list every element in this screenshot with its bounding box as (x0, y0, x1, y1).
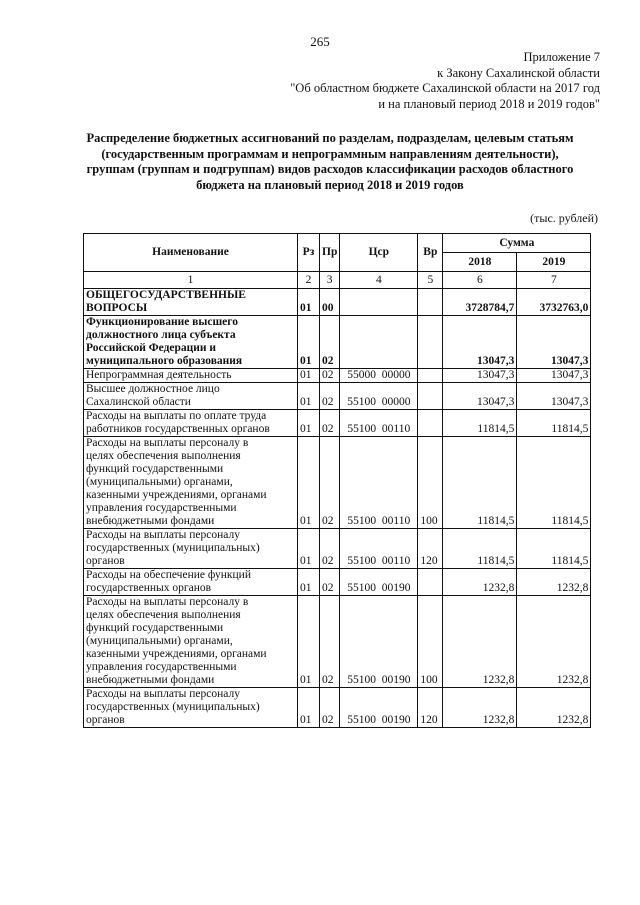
cell-name-line: Расходы на обеспечение функций (86, 569, 251, 581)
cell-name (84, 316, 298, 369)
cell-y2019: 1232,8 (517, 569, 591, 596)
cell-y2019: 3732763,0 (517, 289, 591, 316)
cell-rz: 01 (298, 289, 320, 316)
cell-pr: 02 (320, 410, 340, 437)
table-row (84, 316, 591, 369)
title-line: Распределение бюджетных ассигнований по разделам, подразделам, целевым статьям (86, 131, 574, 145)
cell-name-line: внебюджетными фондами (86, 674, 215, 686)
cell-y2018: 1232,8 (443, 569, 517, 596)
cell-name-line: государственных органов (86, 582, 212, 594)
table-row (84, 688, 591, 728)
appendix-line: "Об областном бюджете Сахалинской области на 2017 год (290, 81, 600, 95)
cell-csr: 55100 00110 (340, 437, 418, 529)
cell-y2019: 11814,5 (517, 529, 591, 569)
cell-vr: 100 (418, 437, 443, 529)
column-index: 4 (340, 272, 418, 289)
header-rz: Рз (298, 234, 320, 272)
cell-name (84, 369, 298, 383)
cell-csr: 55100 00190 (340, 569, 418, 596)
cell-y2018: 11814,5 (443, 410, 517, 437)
cell-vr (418, 410, 443, 437)
cell-y2019: 13047,3 (517, 383, 591, 410)
cell-pr: 02 (320, 688, 340, 728)
cell-name-line: Расходы на выплаты персоналу в (86, 596, 249, 608)
cell-rz: 01 (298, 437, 320, 529)
cell-name-line: работников государственных органов (86, 423, 270, 435)
cell-rz: 01 (298, 369, 320, 383)
budget-table (83, 233, 591, 728)
column-index: 5 (418, 272, 443, 289)
cell-name-line: Сахалинской области (86, 396, 191, 408)
units-note: (тыс. рублей) (530, 211, 598, 225)
cell-y2018: 1232,8 (443, 688, 517, 728)
appendix-line: и на плановый период 2018 и 2019 годов" (378, 96, 600, 111)
document-title (70, 131, 590, 193)
cell-csr: 55100 00110 (340, 410, 418, 437)
cell-name (84, 289, 298, 316)
table-row (84, 569, 591, 596)
cell-csr: 55100 00000 (340, 383, 418, 410)
cell-vr (418, 289, 443, 316)
column-index-row (84, 272, 591, 289)
cell-csr: 55100 00110 (340, 529, 418, 569)
header-year-2019: 2019 (517, 253, 591, 272)
table-row (84, 383, 591, 410)
header-sum: Сумма (443, 234, 591, 253)
cell-vr: 120 (418, 529, 443, 569)
cell-csr: 55000 00000 (340, 369, 418, 383)
cell-rz: 01 (298, 316, 320, 369)
cell-name-line: Расходы на выплаты по оплате труда (86, 410, 267, 422)
cell-name-line: (муниципальными) органами, (86, 635, 233, 647)
appendix-line: Приложение 7 (523, 50, 600, 64)
cell-name-line: муниципального образования (86, 355, 243, 367)
cell-y2018: 13047,3 (443, 369, 517, 383)
cell-name-line: (муниципальными) органами, (86, 476, 233, 488)
cell-y2018: 11814,5 (443, 529, 517, 569)
cell-y2018: 13047,3 (443, 316, 517, 369)
cell-name-line: управления государственными (86, 661, 237, 673)
cell-name-line: целях обеспечения выполнения (86, 450, 241, 462)
column-index: 7 (517, 272, 591, 289)
table-row (84, 289, 591, 316)
table-row (84, 437, 591, 529)
column-index: 2 (298, 272, 320, 289)
cell-pr: 02 (320, 316, 340, 369)
cell-name-line: казенными учреждениями, органами (86, 648, 267, 660)
cell-y2019: 11814,5 (517, 437, 591, 529)
title-line: (государственным программам и непрограммным направлениям деятельности), (101, 146, 559, 161)
cell-name (84, 569, 298, 596)
cell-y2019: 13047,3 (517, 316, 591, 369)
cell-rz: 01 (298, 529, 320, 569)
cell-vr: 120 (418, 688, 443, 728)
cell-vr (418, 316, 443, 369)
title-line: бюджета на плановый период 2018 и 2019 годов (196, 177, 464, 192)
cell-name-line: Непрограммная деятельность (86, 369, 232, 381)
header-csr: Цср (340, 234, 418, 272)
cell-y2018: 11814,5 (443, 437, 517, 529)
cell-name (84, 529, 298, 569)
cell-rz: 01 (298, 410, 320, 437)
cell-name (84, 596, 298, 688)
cell-pr: 00 (320, 289, 340, 316)
cell-rz: 01 (298, 569, 320, 596)
table-row (84, 410, 591, 437)
cell-y2018: 3728784,7 (443, 289, 517, 316)
header-vr: Вр (418, 234, 443, 272)
cell-pr: 02 (320, 437, 340, 529)
cell-rz: 01 (298, 688, 320, 728)
cell-vr (418, 369, 443, 383)
cell-name-line: органов (86, 555, 125, 567)
cell-y2019: 1232,8 (517, 596, 591, 688)
cell-y2019: 11814,5 (517, 410, 591, 437)
cell-csr (340, 289, 418, 316)
cell-name-line: ОБЩЕГОСУДАРСТВЕННЫЕ (86, 289, 246, 301)
table-row (84, 596, 591, 688)
column-index: 3 (320, 272, 340, 289)
cell-name-line: Расходы на выплаты персоналу в (86, 437, 249, 449)
cell-name-line: должностного лица субъекта (86, 329, 236, 341)
cell-y2018: 13047,3 (443, 383, 517, 410)
cell-name (84, 410, 298, 437)
cell-name (84, 437, 298, 529)
header-pr: Пр (320, 234, 340, 272)
cell-pr: 02 (320, 569, 340, 596)
cell-csr: 55100 00190 (340, 596, 418, 688)
table-row (84, 369, 591, 383)
cell-pr: 02 (320, 369, 340, 383)
cell-name-line: управления государственными (86, 502, 237, 514)
cell-name-line: функций государственными (86, 463, 224, 475)
cell-name-line: государственных (муниципальных) (86, 701, 260, 713)
cell-pr: 02 (320, 596, 340, 688)
cell-name-line: Расходы на выплаты персоналу (86, 529, 240, 541)
column-index: 6 (443, 272, 517, 289)
table-body (84, 272, 591, 728)
cell-name-line: Высшее должностное лицо (86, 383, 220, 395)
header-name: Наименование (84, 234, 298, 272)
cell-name-line: целях обеспечения выполнения (86, 609, 241, 621)
cell-pr: 02 (320, 529, 340, 569)
cell-name-line: Расходы на выплаты персоналу (86, 688, 240, 700)
cell-name (84, 688, 298, 728)
cell-name-line: функций государственными (86, 622, 224, 634)
appendix-line: к Закону Сахалинской области (437, 65, 600, 80)
cell-y2019: 13047,3 (517, 369, 591, 383)
cell-y2018: 1232,8 (443, 596, 517, 688)
cell-csr: 55100 00190 (340, 688, 418, 728)
cell-pr: 02 (320, 383, 340, 410)
page-number: 265 (310, 34, 330, 49)
cell-rz: 01 (298, 596, 320, 688)
title-line: группам (группам и подгруппам) видов расходов классификации расходов областного (86, 162, 574, 176)
appendix-note (290, 50, 600, 112)
cell-name (84, 383, 298, 410)
cell-name-line: органов (86, 714, 125, 726)
cell-vr (418, 569, 443, 596)
column-index: 1 (84, 272, 298, 289)
cell-name-line: ВОПРОСЫ (86, 302, 148, 314)
cell-csr (340, 316, 418, 369)
cell-name-line: государственных (муниципальных) (86, 542, 260, 554)
table-row (84, 529, 591, 569)
cell-name-line: казенными учреждениями, органами (86, 489, 267, 501)
cell-y2019: 1232,8 (517, 688, 591, 728)
cell-rz: 01 (298, 383, 320, 410)
header-year-2018: 2018 (443, 253, 517, 272)
cell-name-line: внебюджетными фондами (86, 515, 215, 527)
cell-name-line: Российской Федерации и (86, 342, 217, 354)
cell-vr: 100 (418, 596, 443, 688)
cell-name-line: Функционирование высшего (86, 316, 238, 328)
cell-vr (418, 383, 443, 410)
